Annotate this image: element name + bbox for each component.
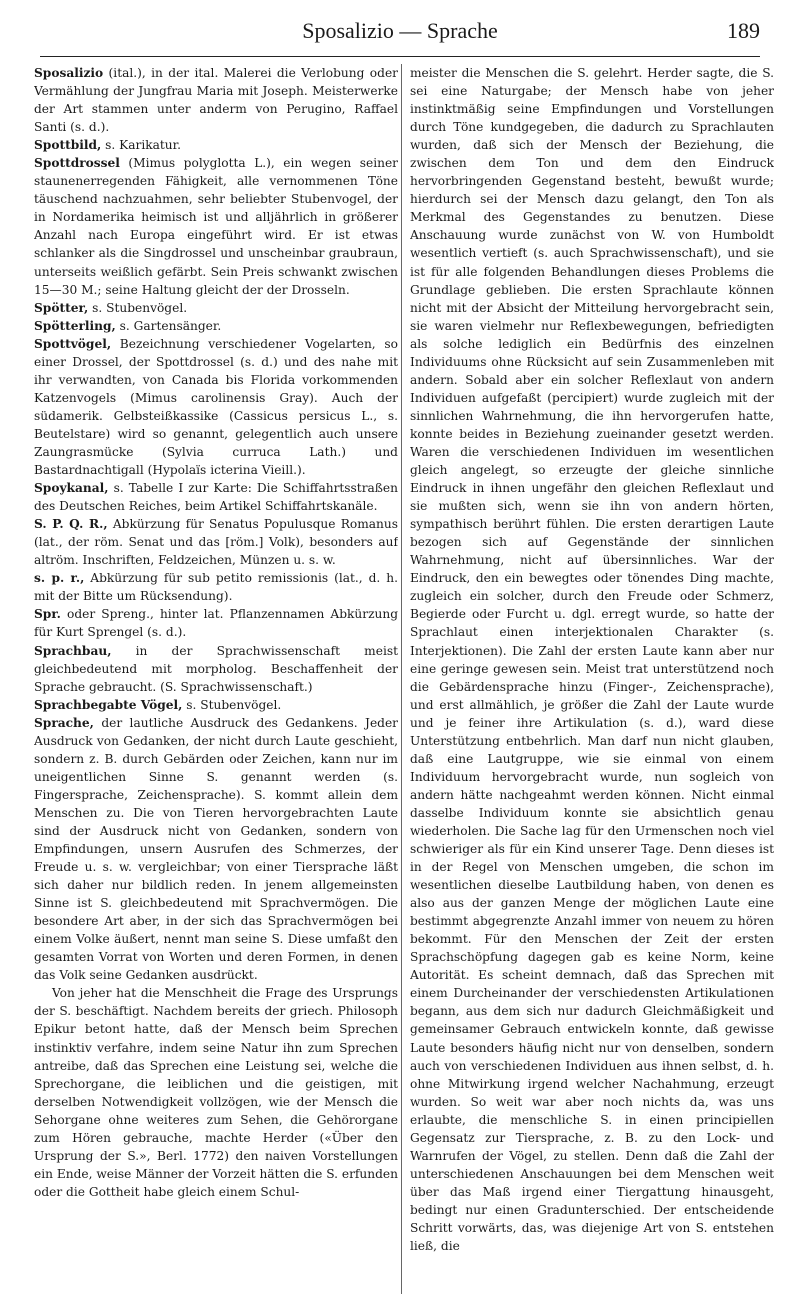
entry-headword: s. p. r., <box>34 571 85 586</box>
dictionary-entry <box>34 479 398 515</box>
dictionary-entry <box>34 696 398 714</box>
entry-text: (ital.), in der ital. Malerei die Verlobung oder Vermählung der Jungfrau Maria mit Joseph. Meisterwerke der Art stammen unter anderm von Perugino, Raffael Santi (s. d.). <box>34 66 398 135</box>
page-title: Sposalizio — Sprache <box>302 18 498 43</box>
entry-text: Von jeher hat die Menschheit die Frage des Ursprungs der S. beschäftigt. Nachdem bereits der griech. Philosoph Epikur betont hatte, daß der Mensch beim Sprechen instinktiv verfahre, indem seine Natur ihn zum Sprechen antreibe, daß das Sprechen eine Leistung sei, welche die Sprechorgane, die leiblichen und die geistigen, mit derselben Notwendigkeit vollzögen, wie der Mensch die Sehorgane ohne weiteres zum Sehen, die Gehörorgane zum Hören gebrauche, machte Herder («Über den Ursprung der S.», Berl. 1772) den naiven Vorstellungen ein Ende, weise Männer der Vorzeit hätten die S. erfunden oder die Gottheit habe gleich einem Schul- <box>34 986 398 1199</box>
dictionary-entry <box>34 515 398 569</box>
dictionary-entry <box>34 642 398 696</box>
entry-headword: Spr. <box>34 607 61 622</box>
dictionary-entry <box>34 714 398 985</box>
entry-text: s. Stubenvögel. <box>182 697 282 712</box>
entry-headword: S. P. Q. R., <box>34 517 108 532</box>
dictionary-entry <box>34 984 398 1201</box>
entry-headword: Spötterling, <box>34 318 116 333</box>
left-column <box>34 64 398 1294</box>
entry-text: Abkürzung für sub petito remissionis (lat., d. h. mit der Bitte um Rücksendung). <box>34 571 398 604</box>
entry-text: (Mimus polyglotta L.), ein wegen seiner staunenerregenden Fähigkeit, alle vernommenen Töne täuschend nachzuahmen, sehr beliebter Stubenvogel, der in Nordamerika heimisch ist und alljährlich in größerer Anzahl nach Europa eingeführt wird. Er ist etwas schlanker als die Singdrossel und unscheinbar graubraun, unterseits weißlich gefärbt. Sein Preis schwankt zwischen 15—30 M.; seine Haltung gleicht der der Drosseln. <box>34 156 398 297</box>
dictionary-entry <box>34 154 398 298</box>
header-rule <box>40 56 760 57</box>
entry-headword: Sprachbau, <box>34 643 112 658</box>
entry-text: oder Spreng., hinter lat. Pflanzennamen Abkürzung für Kurt Sprengel (s. d.). <box>34 607 398 640</box>
right-column <box>410 64 774 1294</box>
entry-text: s. Tabelle I zur Karte: Die Schiffahrtsstraßen des Deutschen Reiches, beim Artikel Schiffahrtskanäle. <box>34 481 398 514</box>
page-number: 189 <box>727 18 760 43</box>
entry-headword: Spötter, <box>34 300 89 315</box>
dictionary-entry <box>34 335 398 479</box>
entry-text: Bezeichnung verschiedener Vogelarten, so einer Drossel, der Spottdrossel (s. d.) und des nahe mit ihr verwandten, von Canada bis Florida vorkommenden Katzenvogels (Mimus carolinensis Gray). Auch der südamerik. Gelbsteißkassike (Cassicus persicus L., s. Beutelstare) wird so genannt, gelegentlich auch unsere Zaungrasmücke (Sylvia curruca Lath.) und Bastardnachtigall (Hypolaïs icterina Vieill.). <box>34 336 398 478</box>
entry-text: meister die Menschen die S. gelehrt. Herder sagte, die S. sei eine Naturgabe; der Mensch habe von jeher instinktmäßig seine Empfindungen und Vorstellungen durch Töne kundgegeben, die dadurch zu Sprachlauten wurden, daß sich der Mensch der Beziehung, die zwischen dem Ton und dem den Eindruck hervorbringenden Gegenstand besteht, bewußt wurde; hierdurch sei der Mensch dazu gelangt, den Ton als Merkmal des Gegenstandes zu benutzen. Diese Anschauung wurde zunächst von W. von Humboldt wesentlich vertieft (s. auch Sprachwissenschaft), und sie ist für alle folgenden Behandlungen dieses Problems die Grundlage geblieben. Die ersten Sprachlaute können nicht mit der Absicht der Mitteilung hervorgebracht sein, sie waren vielmehr nur Reflexbewegungen, befriedigten als solche lediglich ein Bedürfnis des einzelnen Individuums ohne Rücksicht auf sein Zusammenleben mit andern. Sobald aber ein solcher Reflexlaut von andern Individuen aufgefaßt (percipiert) wurde zugleich mit der sinnlichen Wahrnehmung, die ihn hervorgerufen hatte, konnte beides in Beziehung zueinander gesetzt werden. Waren die verschiedenen Individuen im wesentlichen gleich angelegt, so erzeugte der gleiche sinnliche Eindruck in ihnen ungefähr den gleichen Reflexlaut und sie mußten sich, wenn sie ihn von andern hörten, sympathisch berührt fühlen. Die ersten derartigen Laute bezogen sich auf Gegenstände der sinnlichen Wahrnehmung, nicht auf übersinnliches. War der Eindruck, den ein bewegtes oder tönendes Ding machte, zugleich ein solcher, durch den Freude oder Schmerz, Begierde oder Furcht u. dgl. erregt wurde, so hatte der Sprachlaut einen interjektionalen Charakter (s. Interjektionen). Die Zahl der ersten Laute kann aber nur eine geringe gewesen sein. Meist trat unterstützend noch die Gebärdensprache hinzu (Finger-, Zeichensprache), und erst allmählich, je größer die Zahl der Laute wurde und je feiner ihre Artikulation (s. d.), ward diese Unterstützung entbehrlich. Man darf nun nicht glauben, daß eine Lautgruppe, wie sie einmal von einem Individuum hervorgebracht wurde, nun sogleich von andern hätte nachgeahmt werden können. Nicht einmal dasselbe Individuum konnte sie absichtlich genau wiederholen. Die Sache lag für den Urmenschen noch viel schwieriger als für ein Kind unserer Tage. Denn dieses ist in der Regel von Menschen umgeben, die schon im wesentlichen dieselbe Lautbildung haben, von denen es also aus der ganzen Menge der möglichen Laute eine bestimmt abgegrenzte Anzahl immer von neuem zu hören bekommt. Für den Menschen der Zeit der ersten Sprachschöpfung dagegen gab es keine Norm, keine Autorität. Es scheint demnach, daß das Sprechen mit einem Durcheinander der verschiedensten Artikulationen begann, aus dem sich nur dadurch Gleichmäßigkeit und gemeinsamer Gebrauch entwickeln konnte, daß gewisse Laute besonders häufig nicht nur von denselben, sondern auch von verschiedenen Individuen aus ihnen selbst, d. h. ohne Mitwirkung irgend welcher Nachahmung, erzeugt wurden. So weit war aber noch nichts da, was uns erlaubte, die menschliche S. in einen principiellen Gegensatz zur Tiersprache, z. B. zu den Lock- und Warnrufen der Vögel, zu stellen. Denn daß die Zahl der unterschiedenen Anschauungen bei dem Menschen weit über das Maß irgend einer Tiergattung hinausgeht, bedingt nur einen Gradunterschied. Der entscheidende Schritt vorwärts, das, was diejenige Art von S. entstehen ließ, die <box>410 66 774 1254</box>
entry-headword: Sprachbegabte Vögel, <box>34 697 183 712</box>
column-divider <box>401 64 402 1294</box>
entry-text: s. Gartensänger. <box>115 318 222 333</box>
entry-headword: Sprache, <box>34 715 94 730</box>
running-head <box>40 18 760 50</box>
entry-text: in der Sprachwissenschaft meist gleichbedeutend mit morpholog. Beschaffenheit der Sprache gebraucht. (S. Sprachwissenschaft.) <box>34 643 398 694</box>
dictionary-entry <box>34 605 398 641</box>
dictionary-entry <box>34 299 398 317</box>
entry-headword: Spoykanal, <box>34 481 109 496</box>
dictionary-entry <box>34 317 398 335</box>
dictionary-entry <box>34 569 398 605</box>
entry-headword: Spottdrossel <box>34 156 120 171</box>
entry-text: s. Stubenvögel. <box>88 300 188 315</box>
entry-headword: Spottvögel, <box>34 336 112 351</box>
entry-text: Abkürzung für Senatus Populusque Romanus (lat., der röm. Senat und das [röm.] Volk), besonders auf altröm. Inschriften, Feldzeichen, Münzen u. s. w. <box>34 517 398 568</box>
entry-text: s. Karikatur. <box>101 138 181 153</box>
entry-headword: Sposalizio <box>34 66 104 80</box>
dictionary-entry <box>34 136 398 154</box>
entry-text: der lautliche Ausdruck des Gedankens. Jeder Ausdruck von Gedanken, der nicht durch Laute geschieht, sondern z. B. durch Gebärden oder Zeichen, kann nur im uneigentlichen Sinne S. genannt werden (s. Fingersprache, Zeichensprache). S. kommt allein dem Menschen zu. Die von Tieren hervorgebrachten Laute sind der Ausdruck nicht von Gedanken, sondern von Empfindungen, unsern Ausrufen des Schmerzes, der Freude u. s. w. vergleichbar; von einer Tiersprache läßt sich daher nur bildlich reden. In jenem allgemeinsten Sinne ist S. gleichbedeutend mit Sprachvermögen. Die besondere Art aber, in der sich das Sprachvermögen bei einem Volke äußert, nennt man seine S. Diese umfaßt den gesamten Vorrat von Worten und deren Formen, in denen das Volk seine Gedanken ausdrückt. <box>34 715 398 983</box>
dictionary-entry <box>34 64 398 136</box>
entry-headword: Spottbild, <box>34 138 102 153</box>
dictionary-entry <box>410 64 774 1255</box>
